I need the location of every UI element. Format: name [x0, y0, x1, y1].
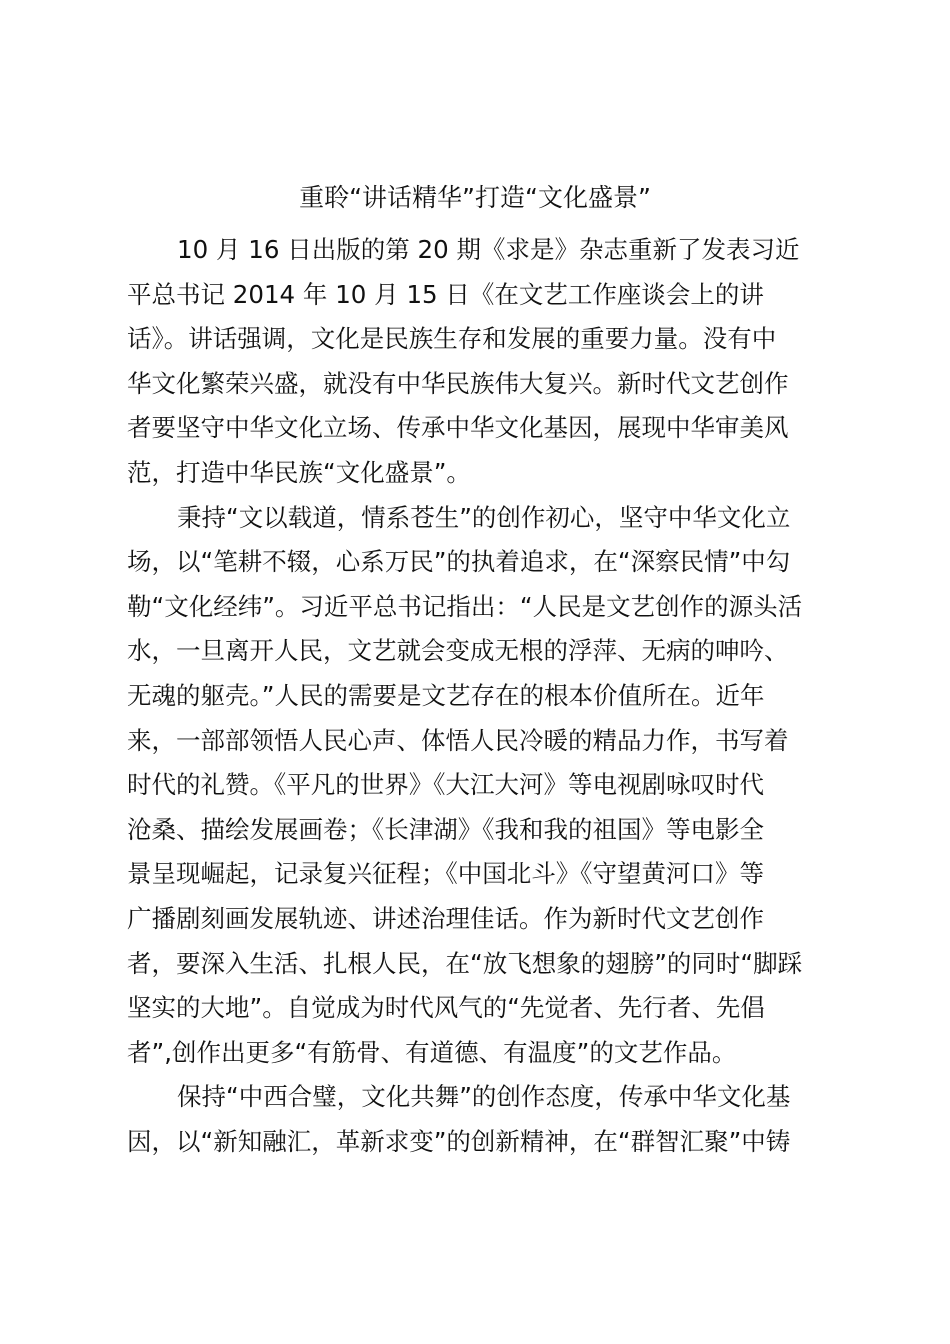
paragraph-line: 坚实的大地”。自觉成为时代风气的“先觉者、先行者、先倡	[127, 993, 765, 1023]
document-body	[127, 228, 837, 1164]
document-title: 重聆“讲话精华”打造“文化盛景”	[299, 183, 651, 212]
paragraph-line: 保持“中西合璧，文化共舞”的创作态度，传承中华文化基	[177, 1082, 791, 1112]
paragraph-line: 华文化繁荣兴盛，就没有中华民族伟大复兴。新时代文艺创作	[127, 368, 789, 398]
paragraph-line: 10 月 16 日出版的第 20 期《求是》杂志重新了发表习近	[177, 235, 800, 264]
paragraph-3	[127, 1075, 837, 1164]
paragraph-line: 勒“文化经纬”。习近平总书记指出：“人民是文艺创作的源头活	[127, 591, 803, 621]
paragraph-line: 因，以“新知融汇，革新求变”的创新精神，在“群智汇聚”中铸	[127, 1126, 791, 1156]
paragraph-line: 者要坚守中华文化立场、传承中华文化基因，展现中华审美风	[127, 413, 789, 443]
paragraph-line: 无魂的躯壳。”人民的需要是文艺存在的根本价值所在。近年	[127, 680, 765, 710]
paragraph-line: 平总书记 2014 年 10 月 15 日《在文艺工作座谈会上的讲	[127, 279, 764, 309]
paragraph-line: 者”,创作出更多“有筋骨、有道德、有温度”的文艺作品。	[127, 1037, 737, 1067]
paragraph-line: 话》。讲话强调，文化是民族生存和发展的重要力量。没有中	[127, 324, 777, 354]
paragraph-line: 时代的礼赞。《平凡的世界》《大江大河》等电视剧咏叹时代	[127, 770, 764, 800]
paragraph-line: 来，一部部领悟人民心声、体悟人民冷暖的精品力作，书写着	[127, 725, 789, 755]
paragraph-2	[127, 496, 837, 1076]
paragraph-line: 者，要深入生活、扎根人民，在“放飞想象的翅膀”的同时“脚踩	[127, 948, 803, 978]
paragraph-line: 秉持“文以载道，情系苍生”的创作初心，坚守中华文化立	[177, 502, 791, 532]
paragraph-line: 范，打造中华民族“文化盛景”。	[127, 457, 471, 487]
paragraph-line: 水，一旦离开人民，文艺就会变成无根的浮萍、无病的呻吟、	[127, 636, 789, 666]
paragraph-line: 沧桑、描绘发展画卷；《长津湖》《我和我的祖国》等电影全	[127, 814, 764, 844]
paragraph-line: 景呈现崛起，记录复兴征程；《中国北斗》《守望黄河口》等	[127, 859, 764, 889]
paragraph-line: 广播剧刻画发展轨迹、讲述治理佳话。作为新时代文艺创作	[127, 903, 764, 933]
paragraph-line: 场，以“笔耕不辍，心系万民”的执着追求，在“深察民情”中勾	[127, 547, 791, 577]
paragraph-1	[127, 228, 837, 496]
